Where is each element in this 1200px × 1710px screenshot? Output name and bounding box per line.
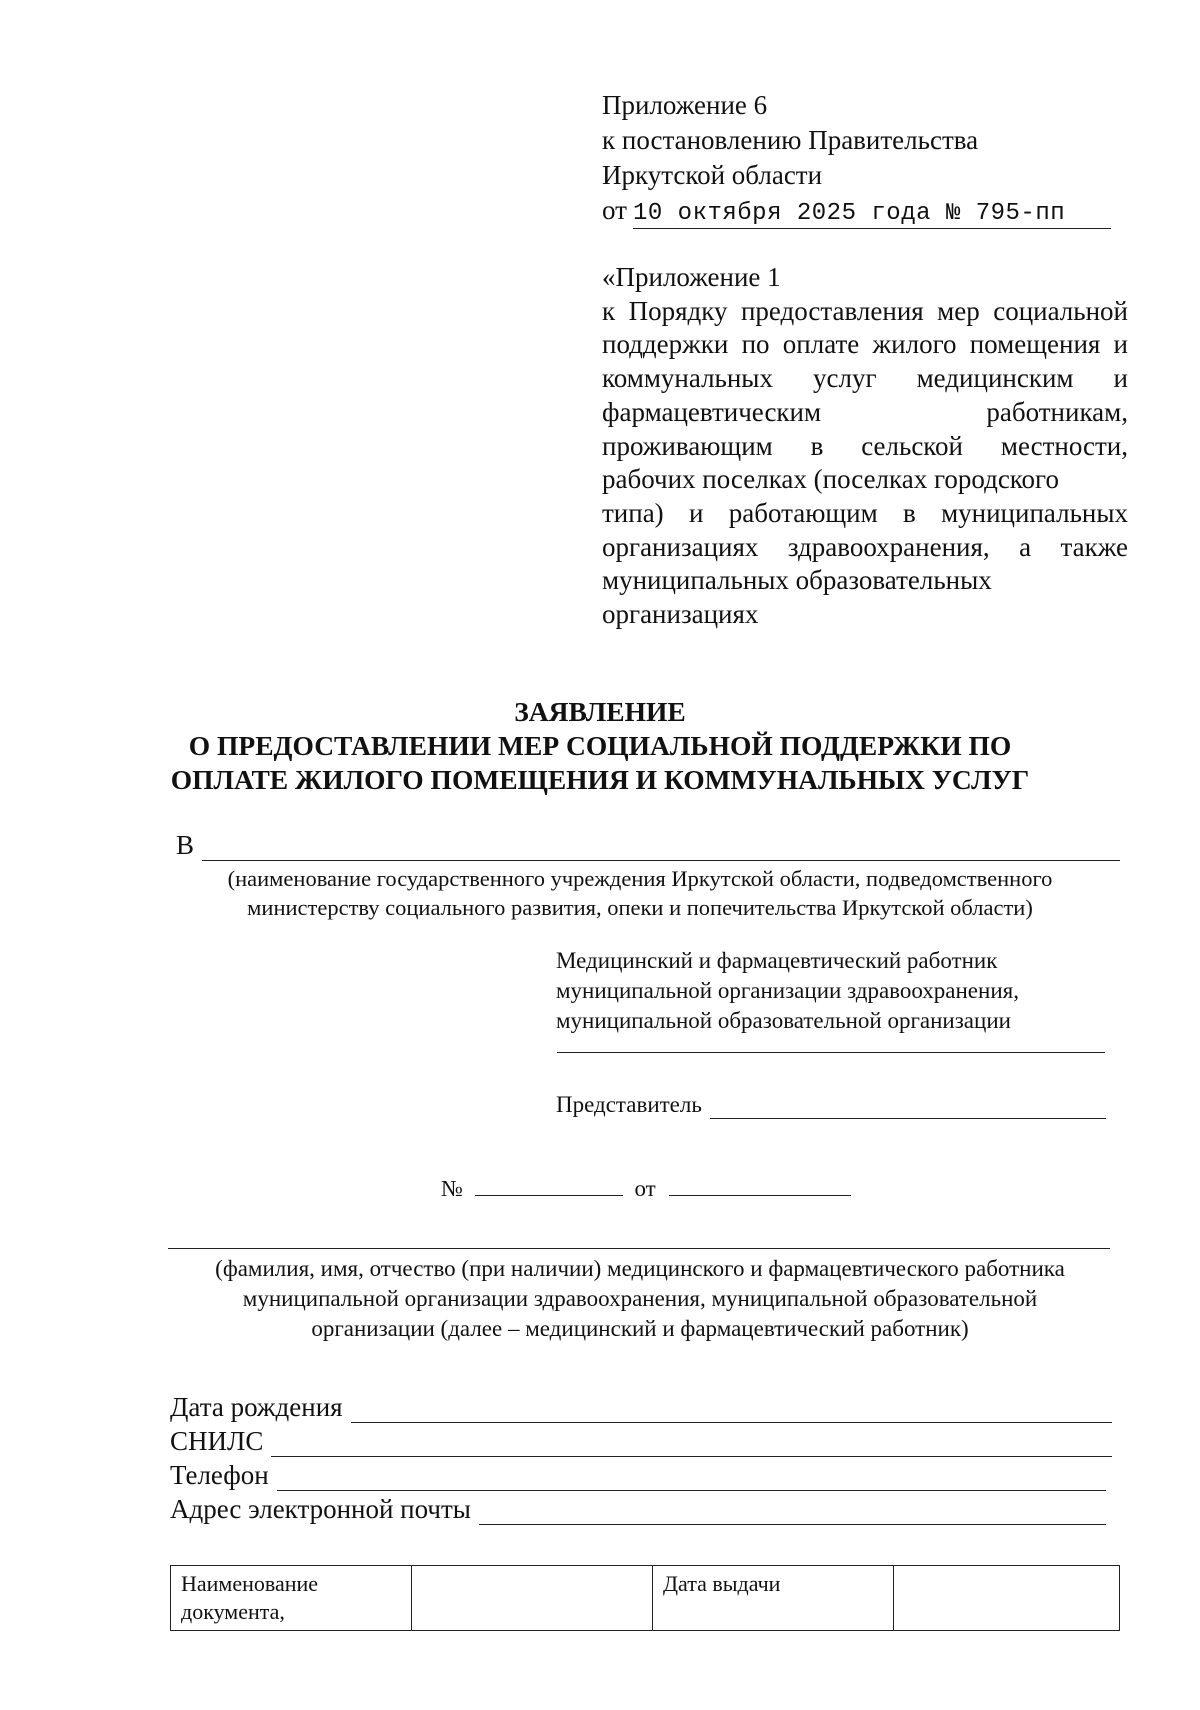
order-line: поддержки по оплате жилого помещения и [602,329,1128,360]
birth-date-row [170,1392,1112,1423]
order-line: организациях [602,599,759,630]
phone-label: Телефон [170,1460,269,1490]
order-line: муниципальных образовательных [602,565,992,596]
number-label: № [441,1176,463,1201]
doc-name-label-cell [171,1566,412,1631]
issue-date-value-cell[interactable] [894,1566,1120,1631]
appendix-1-header [602,261,1128,632]
order-line: организациях здравоохранения, а также [602,531,1128,562]
recipient-caption-line-2: министерству социального развития, опеки и попечительства Иркутской области) [247,895,1033,920]
doc-name-label-line-2: документа, [181,1599,285,1624]
table-row [171,1566,1120,1631]
fio-caption-line-3: организации (далее – медицинский и фармацевтический работник) [311,1316,969,1341]
birth-date-label: Дата рождения [170,1392,343,1422]
fio-caption-line-1: (фамилия, имя, отчество (при наличии) медицинского и фармацевтического работника [215,1256,1065,1281]
applicant-line-3: муниципальной образовательной организации [556,1008,1011,1033]
recipient-caption [160,864,1120,922]
issue-date-label: Дата выдачи [663,1571,781,1596]
phone-row [170,1460,1106,1491]
applicant-line-1: Медицинский и фармацевтический работник [556,948,998,973]
snils-label: СНИЛС [170,1426,264,1456]
recipient-row [176,830,1120,861]
fio-input[interactable] [168,1248,1110,1249]
title-line-3: ОПЛАТЕ ЖИЛОГО ПОМЕЩЕНИЯ И КОММУНАЛЬНЫХ УСЛУГ [170,764,1030,795]
snils-row [170,1426,1112,1457]
order-line: коммунальных услуг медицинским и [602,363,1128,394]
date-prefix: от [602,195,627,225]
document-title [120,695,1080,797]
number-input[interactable] [475,1175,623,1196]
appendix-6-header [602,88,1132,229]
recipient-prefix: В [176,830,195,860]
title-line-2: О ПРЕДОСТАВЛЕНИИ МЕР СОЦИАЛЬНОЙ ПОДДЕРЖКИ ПО [188,730,1012,761]
title-line-1: ЗАЯВЛЕНИЕ [514,696,686,727]
doc-name-value-cell[interactable] [412,1566,653,1631]
from-label: от [634,1176,656,1201]
order-line: проживающим в сельской местности, [602,430,1128,461]
birth-date-input[interactable] [351,1400,1112,1423]
applicant-line-2: муниципальной организации здравоохранения, [556,978,1019,1003]
doc-name-label-line-1: Наименование [181,1571,319,1596]
representative-row [556,1090,1106,1119]
fio-caption-line-2: муниципальной организации здравоохранения, муниципальной образовательной [242,1286,1038,1311]
representative-input[interactable] [710,1096,1106,1119]
phone-input[interactable] [277,1468,1106,1491]
snils-input[interactable] [271,1434,1112,1457]
email-row [170,1494,1106,1525]
resolution-date-value: 10 октября 2025 года № 795-пп [633,200,1111,229]
order-line: фармацевтическим работникам, [602,396,1128,427]
order-line: к Порядку предоставления мер социальной [602,295,1128,326]
email-input[interactable] [479,1502,1106,1525]
applicant-name-input[interactable] [557,1052,1105,1053]
recipient-input[interactable] [202,838,1120,861]
applicant-block [556,946,1116,1036]
issue-date-label-cell [653,1566,894,1631]
document-table [170,1565,1120,1631]
representative-label: Представитель [556,1092,702,1117]
from-date-input[interactable] [669,1175,851,1196]
email-label: Адрес электронной почты [170,1494,471,1524]
number-row [441,1174,851,1203]
resolution-date-line [602,193,1132,229]
appendix-6-line-2: к постановлению Правительства [602,125,979,155]
fio-caption [160,1254,1120,1344]
order-line: рабочих поселках (поселках городского [602,464,1059,495]
appendix-6-line-3: Иркутской области [602,160,823,190]
appendix-1-title: «Приложение 1 [602,262,781,292]
appendix-6-title: Приложение 6 [602,90,768,120]
order-line: типа) и работающим в муниципальных [602,497,1128,528]
recipient-caption-line-1: (наименование государственного учреждения Иркутской области, подведомственного [227,866,1053,891]
